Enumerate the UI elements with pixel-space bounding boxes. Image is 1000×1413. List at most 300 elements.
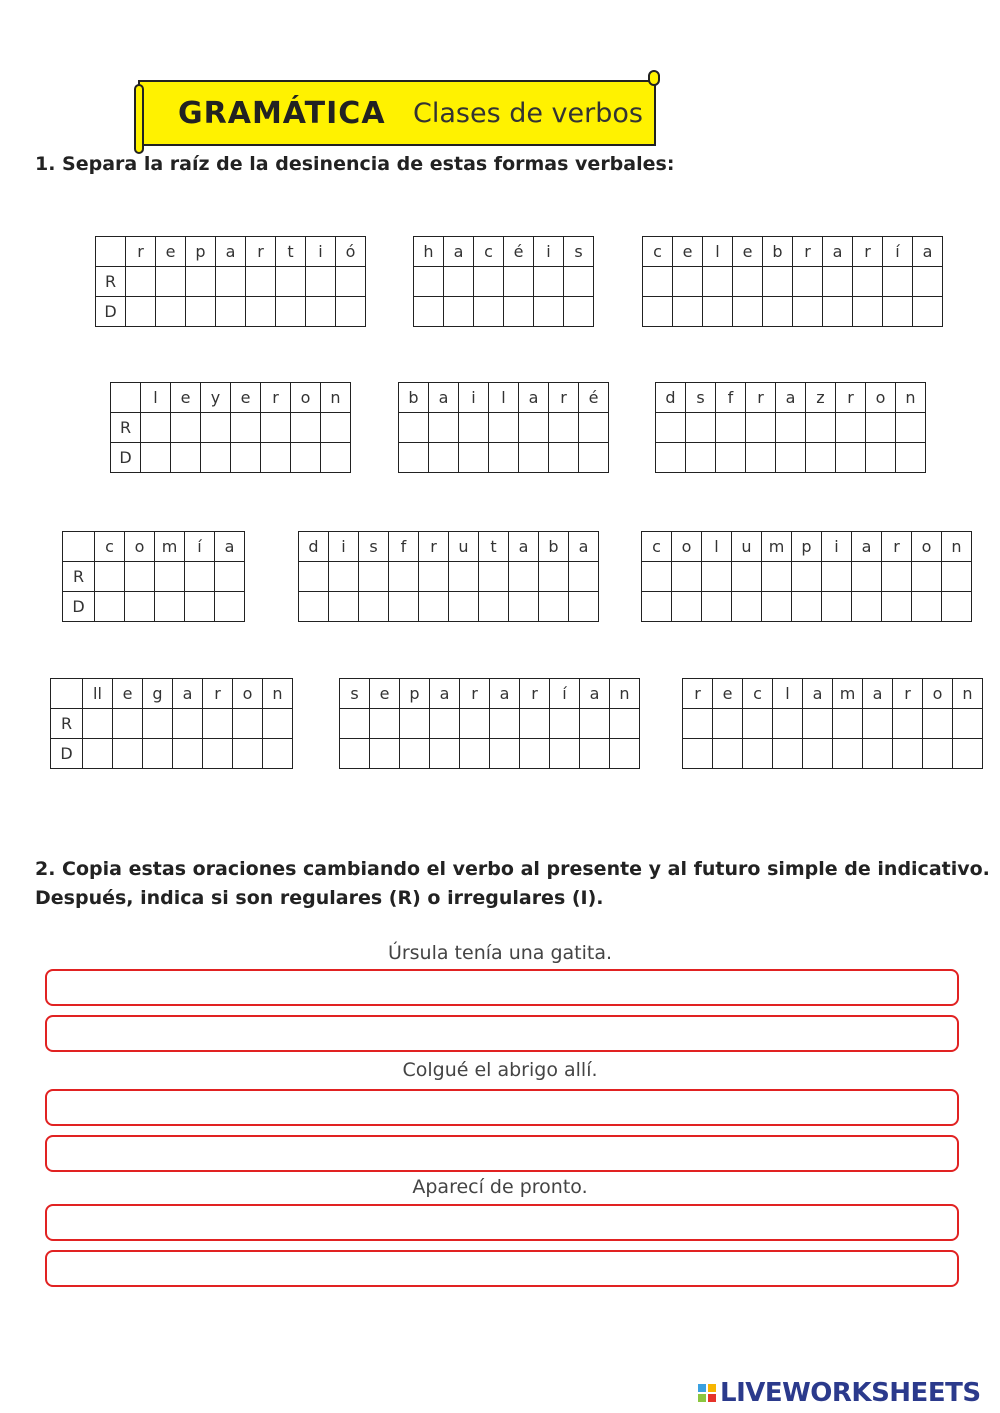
ending-answer-cell[interactable] [733,297,763,327]
root-answer-cell[interactable] [263,709,293,739]
letter-cell: r [893,679,923,709]
ending-answer-cell[interactable] [336,297,366,327]
root-answer-cell[interactable] [806,413,836,443]
root-answer-cell[interactable] [702,562,732,592]
ending-answer-cell[interactable] [806,443,836,473]
ending-answer-cell[interactable] [155,592,185,622]
verb-grid [682,678,983,769]
root-answer-cell[interactable] [233,709,263,739]
ending-answer-cell[interactable] [504,297,534,327]
ending-answer-cell[interactable] [703,297,733,327]
letter-cell: o [233,679,263,709]
ending-answer-cell[interactable] [762,592,792,622]
ending-answer-cell[interactable] [490,739,520,769]
letter-cell: a [913,237,943,267]
letter-cell: a [216,237,246,267]
corner-cell [111,383,141,413]
letter-cell: r [793,237,823,267]
root-answer-cell[interactable] [642,562,672,592]
sentence-2: Colgué el abrigo allí. [402,1059,598,1081]
root-answer-cell[interactable] [866,413,896,443]
root-answer-cell[interactable] [400,709,430,739]
ending-answer-cell[interactable] [763,297,793,327]
root-answer-cell[interactable] [143,709,173,739]
root-answer-cell[interactable] [686,413,716,443]
sentence-1: Úrsula tenía una gatita. [387,942,613,964]
root-answer-cell[interactable] [459,413,489,443]
ending-answer-cell[interactable] [173,739,203,769]
ending-answer-cell[interactable] [686,443,716,473]
ending-answer-cell[interactable] [400,739,430,769]
root-answer-cell[interactable] [246,267,276,297]
ending-answer-cell[interactable] [125,592,155,622]
ending-answer-cell[interactable] [231,443,261,473]
root-answer-cell[interactable] [776,413,806,443]
root-answer-cell[interactable] [923,709,953,739]
letter-cell: s [686,383,716,413]
root-answer-cell[interactable] [610,709,640,739]
letter-cell: e [713,679,743,709]
answer-field-3-future[interactable] [45,1250,959,1287]
root-answer-cell[interactable] [185,562,215,592]
ending-answer-cell[interactable] [143,739,173,769]
letter-cell: n [896,383,926,413]
root-answer-cell[interactable] [534,267,564,297]
letter-cell: b [399,383,429,413]
ending-answer-cell[interactable] [399,443,429,473]
letter-cell: b [539,532,569,562]
letter-cell: y [201,383,231,413]
ending-answer-cell[interactable] [580,739,610,769]
ending-answer-cell[interactable] [792,592,822,622]
root-answer-cell[interactable] [793,267,823,297]
ending-answer-cell[interactable] [732,592,762,622]
root-answer-cell[interactable] [733,267,763,297]
root-answer-cell[interactable] [489,413,519,443]
ending-answer-cell[interactable] [246,297,276,327]
root-answer-cell[interactable] [276,267,306,297]
logo-text: LIVEWORKSHEETS [720,1378,981,1408]
ending-answer-cell[interactable] [261,443,291,473]
letter-cell: a [173,679,203,709]
ending-answer-cell[interactable] [823,297,853,327]
ending-answer-cell[interactable] [853,297,883,327]
ending-answer-cell[interactable] [233,739,263,769]
root-answer-cell[interactable] [203,709,233,739]
letter-cell: r [203,679,233,709]
ending-answer-cell[interactable] [171,443,201,473]
root-answer-cell[interactable] [913,267,943,297]
ending-answer-cell[interactable] [746,443,776,473]
ending-answer-cell[interactable] [882,592,912,622]
logo-square [708,1394,716,1402]
ending-answer-cell[interactable] [863,739,893,769]
root-answer-cell[interactable] [716,413,746,443]
ending-answer-cell[interactable] [359,592,389,622]
root-answer-cell[interactable] [299,562,329,592]
ending-answer-cell[interactable] [643,297,673,327]
ending-answer-cell[interactable] [579,443,609,473]
letter-cell: é [504,237,534,267]
letter-cell: a [490,679,520,709]
letter-cell: n [953,679,983,709]
ending-answer-cell[interactable] [550,739,580,769]
answer-field-1-future[interactable] [45,1015,959,1052]
answer-field-2-future[interactable] [45,1135,959,1172]
ending-answer-cell[interactable] [419,592,449,622]
root-answer-cell[interactable] [430,709,460,739]
ending-answer-cell[interactable] [610,739,640,769]
root-answer-cell[interactable] [215,562,245,592]
ending-answer-cell[interactable] [306,297,336,327]
ending-row [299,592,599,622]
ending-answer-cell[interactable] [833,739,863,769]
ending-answer-cell[interactable] [912,592,942,622]
ending-answer-cell[interactable] [656,443,686,473]
exercise1-instruction: 1. Separa la raíz de la desinencia de estas formas verbales: [35,153,675,175]
root-answer-cell[interactable] [942,562,972,592]
letter-cell: c [474,237,504,267]
ending-answer-cell[interactable] [141,443,171,473]
ending-answer-cell[interactable] [370,739,400,769]
root-label: R [111,413,141,443]
verb-grid [339,678,640,769]
ending-answer-cell[interactable] [776,443,806,473]
ending-answer-cell[interactable] [509,592,539,622]
root-answer-cell[interactable] [763,267,793,297]
root-answer-cell[interactable] [126,267,156,297]
letter-cell: t [479,532,509,562]
letter-cell: d [299,532,329,562]
root-answer-cell[interactable] [539,562,569,592]
root-answer-cell[interactable] [474,267,504,297]
root-answer-cell[interactable] [746,413,776,443]
ending-answer-cell[interactable] [803,739,833,769]
root-row [642,562,972,592]
root-answer-cell[interactable] [399,413,429,443]
root-answer-cell[interactable] [896,413,926,443]
root-answer-cell[interactable] [321,413,351,443]
root-answer-cell[interactable] [201,413,231,443]
letter-cell: e [171,383,201,413]
root-answer-cell[interactable] [743,709,773,739]
ending-answer-cell[interactable] [923,739,953,769]
ending-answer-cell[interactable] [459,443,489,473]
root-answer-cell[interactable] [822,562,852,592]
root-answer-cell[interactable] [156,267,186,297]
ending-answer-cell[interactable] [569,592,599,622]
exercise2-instruction-line1: 2. Copia estas oraciones cambiando el verbo al presente y al futuro simple de indicativo. [35,858,990,880]
ending-answer-cell[interactable] [822,592,852,622]
ending-answer-cell[interactable] [215,592,245,622]
answer-field-1-present[interactable] [45,969,959,1006]
root-answer-cell[interactable] [173,709,203,739]
ending-answer-cell[interactable] [489,443,519,473]
letter-cell: i [534,237,564,267]
ending-answer-cell[interactable] [793,297,823,327]
ending-answer-cell[interactable] [444,297,474,327]
letter-cell: e [156,237,186,267]
letter-cell: í [883,237,913,267]
letter-cell: r [836,383,866,413]
root-answer-cell[interactable] [569,562,599,592]
letter-cell: n [942,532,972,562]
letter-cell: e [673,237,703,267]
root-answer-cell[interactable] [490,709,520,739]
sentence-3: Aparecí de pronto. [412,1176,588,1198]
ending-answer-cell[interactable] [113,739,143,769]
root-answer-cell[interactable] [216,267,246,297]
letter-cell: a [444,237,474,267]
letter-cell: l [702,532,732,562]
ending-row [642,592,972,622]
root-answer-cell[interactable] [580,709,610,739]
ending-row [96,297,366,327]
logo-square [698,1384,706,1392]
verb-grid [398,382,609,473]
root-answer-cell[interactable] [912,562,942,592]
letter-cell: d [656,383,686,413]
ending-answer-cell[interactable] [883,297,913,327]
ending-answer-cell[interactable] [216,297,246,327]
ending-answer-cell[interactable] [95,592,125,622]
ending-answer-cell[interactable] [836,443,866,473]
root-answer-cell[interactable] [564,267,594,297]
ending-answer-cell[interactable] [340,739,370,769]
verb-letters-row [642,532,972,562]
root-answer-cell[interactable] [836,413,866,443]
root-answer-cell[interactable] [261,413,291,443]
root-answer-cell[interactable] [414,267,444,297]
logo-squares-icon [698,1384,716,1402]
ending-answer-cell[interactable] [276,297,306,327]
ending-answer-cell[interactable] [291,443,321,473]
root-answer-cell[interactable] [683,709,713,739]
liveworksheets-logo [698,1378,981,1408]
ending-answer-cell[interactable] [716,443,746,473]
ending-answer-cell[interactable] [520,739,550,769]
root-answer-cell[interactable] [125,562,155,592]
letter-cell: l [141,383,171,413]
letter-cell: c [95,532,125,562]
root-answer-cell[interactable] [429,413,459,443]
root-answer-cell[interactable] [231,413,261,443]
root-answer-cell[interactable] [389,562,419,592]
root-answer-cell[interactable] [419,562,449,592]
root-answer-cell[interactable] [550,709,580,739]
ending-answer-cell[interactable] [201,443,231,473]
root-answer-cell[interactable] [509,562,539,592]
letter-cell: a [852,532,882,562]
root-answer-cell[interactable] [359,562,389,592]
ending-answer-cell[interactable] [953,739,983,769]
ending-label: D [111,443,141,473]
root-answer-cell[interactable] [643,267,673,297]
verb-letters-row [399,383,609,413]
letter-cell: a [429,383,459,413]
ending-answer-cell[interactable] [534,297,564,327]
root-answer-cell[interactable] [773,709,803,739]
letter-cell: m [155,532,185,562]
root-answer-cell[interactable] [882,562,912,592]
root-answer-cell[interactable] [336,267,366,297]
letter-cell: c [643,237,673,267]
ending-answer-cell[interactable] [389,592,419,622]
root-answer-cell[interactable] [656,413,686,443]
ending-answer-cell[interactable] [83,739,113,769]
letter-cell: r [549,383,579,413]
answer-field-3-present[interactable] [45,1204,959,1241]
corner-cell [63,532,95,562]
ending-answer-cell[interactable] [893,739,923,769]
root-answer-cell[interactable] [306,267,336,297]
ending-answer-cell[interactable] [713,739,743,769]
ending-answer-cell[interactable] [429,443,459,473]
ending-answer-cell[interactable] [942,592,972,622]
ending-label: D [51,739,83,769]
letter-cell: u [732,532,762,562]
ending-answer-cell[interactable] [474,297,504,327]
letter-cell: r [126,237,156,267]
ending-answer-cell[interactable] [896,443,926,473]
exercise2-instruction-line2: Después, indica si son regulares (R) o irregulares (I). [35,887,604,909]
ending-answer-cell[interactable] [564,297,594,327]
root-answer-cell[interactable] [460,709,490,739]
root-answer-cell[interactable] [833,709,863,739]
logo-square [698,1394,706,1402]
root-answer-cell[interactable] [329,562,359,592]
letter-cell: a [509,532,539,562]
letter-cell: o [866,383,896,413]
root-answer-cell[interactable] [732,562,762,592]
letter-cell: í [550,679,580,709]
ending-answer-cell[interactable] [913,297,943,327]
letter-cell: f [389,532,419,562]
ending-row [63,592,245,622]
root-answer-cell[interactable] [141,413,171,443]
ending-answer-cell[interactable] [539,592,569,622]
root-answer-cell[interactable] [883,267,913,297]
letter-cell: u [449,532,479,562]
ending-answer-cell[interactable] [460,739,490,769]
ending-answer-cell[interactable] [126,297,156,327]
letter-cell: b [763,237,793,267]
ending-answer-cell[interactable] [449,592,479,622]
ending-row [111,443,351,473]
root-answer-cell[interactable] [519,413,549,443]
letter-cell: n [263,679,293,709]
letter-cell: c [642,532,672,562]
ending-answer-cell[interactable] [156,297,186,327]
ending-answer-cell[interactable] [852,592,882,622]
corner-cell [96,237,126,267]
ending-label: D [96,297,126,327]
root-answer-cell[interactable] [579,413,609,443]
root-answer-cell[interactable] [823,267,853,297]
ending-answer-cell[interactable] [743,739,773,769]
root-answer-cell[interactable] [803,709,833,739]
root-answer-cell[interactable] [449,562,479,592]
ending-answer-cell[interactable] [329,592,359,622]
root-answer-cell[interactable] [520,709,550,739]
root-answer-cell[interactable] [549,413,579,443]
root-answer-cell[interactable] [171,413,201,443]
root-answer-cell[interactable] [953,709,983,739]
letter-cell: o [291,383,321,413]
root-answer-cell[interactable] [504,267,534,297]
ending-answer-cell[interactable] [683,739,713,769]
root-answer-cell[interactable] [713,709,743,739]
letter-cell: r [853,237,883,267]
verb-grid [642,236,943,327]
ending-answer-cell[interactable] [642,592,672,622]
root-row [399,413,609,443]
letter-cell: c [743,679,773,709]
letter-cell: e [113,679,143,709]
ending-answer-cell[interactable] [519,443,549,473]
root-answer-cell[interactable] [863,709,893,739]
root-answer-cell[interactable] [95,562,125,592]
letter-cell: m [762,532,792,562]
root-answer-cell[interactable] [444,267,474,297]
verb-grid [298,531,599,622]
root-answer-cell[interactable] [853,267,883,297]
ending-answer-cell[interactable] [866,443,896,473]
root-answer-cell[interactable] [370,709,400,739]
letter-cell: a [215,532,245,562]
ending-answer-cell[interactable] [414,297,444,327]
banner-curl-left [134,84,144,154]
answer-field-2-present[interactable] [45,1089,959,1126]
ending-answer-cell[interactable] [203,739,233,769]
root-answer-cell[interactable] [186,267,216,297]
ending-answer-cell[interactable] [299,592,329,622]
ending-answer-cell[interactable] [430,739,460,769]
letter-cell: l [489,383,519,413]
ending-answer-cell[interactable] [773,739,803,769]
root-answer-cell[interactable] [792,562,822,592]
ending-answer-cell[interactable] [185,592,215,622]
root-answer-cell[interactable] [703,267,733,297]
letter-cell: a [776,383,806,413]
root-answer-cell[interactable] [762,562,792,592]
ending-answer-cell[interactable] [186,297,216,327]
letter-cell: n [610,679,640,709]
root-row [299,562,599,592]
root-answer-cell[interactable] [83,709,113,739]
letter-cell: é [579,383,609,413]
ending-answer-cell[interactable] [321,443,351,473]
ending-answer-cell[interactable] [263,739,293,769]
root-answer-cell[interactable] [155,562,185,592]
ending-answer-cell[interactable] [702,592,732,622]
verb-letters-row [643,237,943,267]
root-answer-cell[interactable] [113,709,143,739]
ending-answer-cell[interactable] [672,592,702,622]
ending-answer-cell[interactable] [673,297,703,327]
ending-answer-cell[interactable] [479,592,509,622]
root-answer-cell[interactable] [340,709,370,739]
root-answer-cell[interactable] [673,267,703,297]
root-answer-cell[interactable] [893,709,923,739]
root-answer-cell[interactable] [479,562,509,592]
root-answer-cell[interactable] [291,413,321,443]
ending-answer-cell[interactable] [549,443,579,473]
root-answer-cell[interactable] [852,562,882,592]
root-answer-cell[interactable] [672,562,702,592]
letter-cell: r [460,679,490,709]
verb-grid [50,678,293,769]
